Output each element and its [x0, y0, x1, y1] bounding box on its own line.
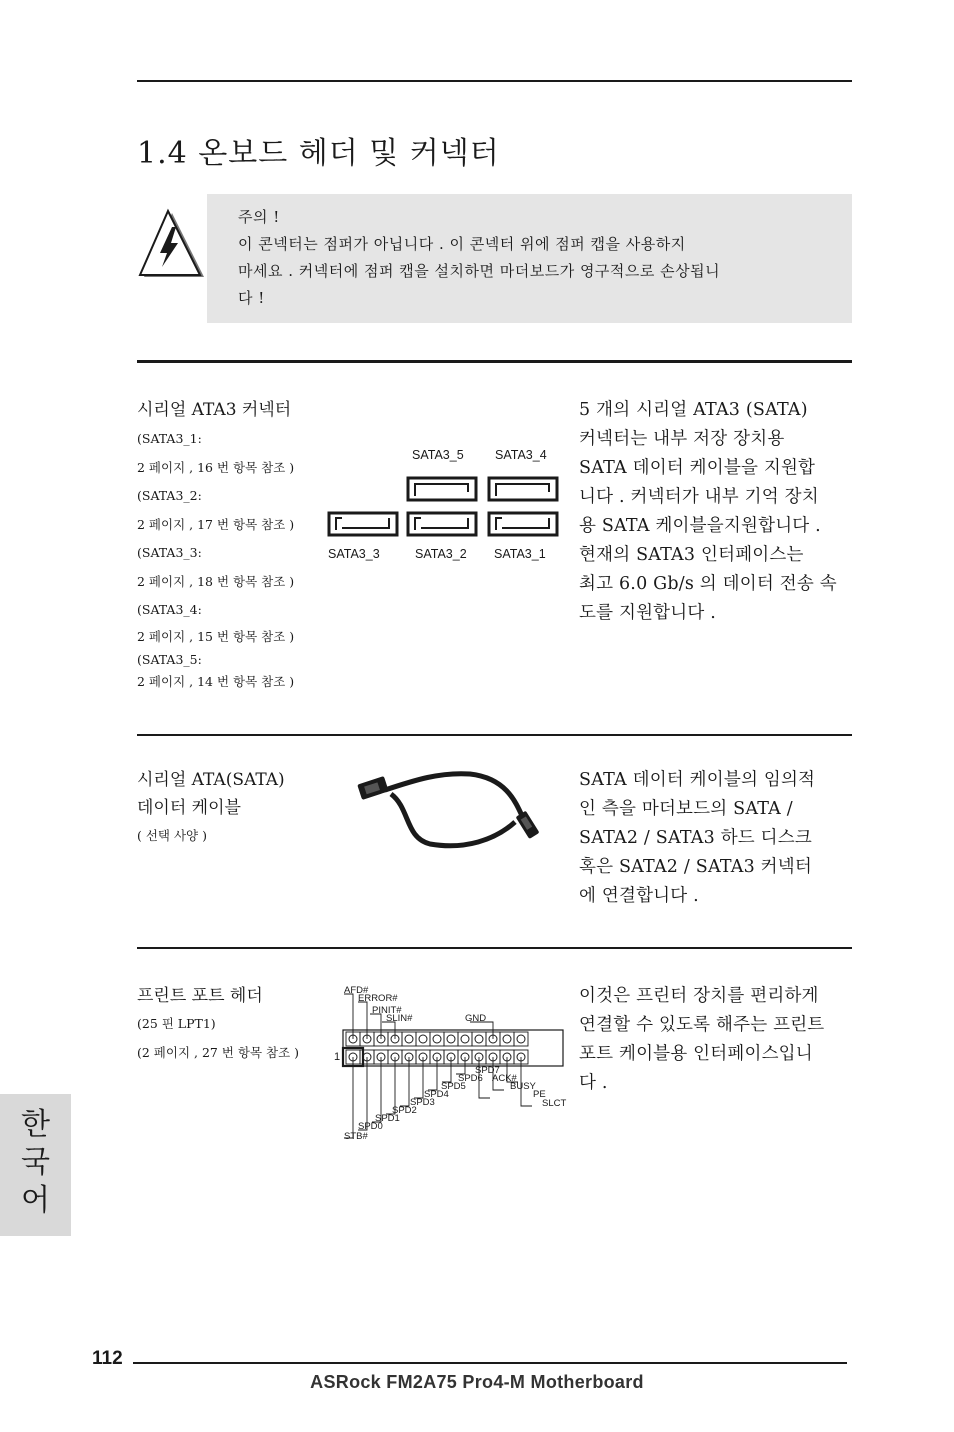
- pin-label-gnd: GND: [465, 1013, 487, 1024]
- pin-cell: [472, 1032, 486, 1046]
- caution-heading: 주의 !: [238, 208, 280, 226]
- sata-ref: 2 페이지 , 16 번 항목 참조 ): [137, 459, 295, 475]
- language-char: 한: [21, 1107, 50, 1142]
- sata-ref: 2 페이지 , 17 번 항목 참조 ): [137, 516, 295, 532]
- desc-line: 도를 지원합니다 .: [579, 603, 717, 623]
- desc-line: SATA 데이터 케이블의 임의적: [579, 770, 816, 790]
- printer-description: [579, 982, 854, 1098]
- pin-label-spd3: SPD3: [410, 1097, 435, 1108]
- pin-label-spd0: SPD0: [358, 1121, 383, 1132]
- pin: [503, 1035, 511, 1043]
- sata-port-1-label: SATA3_1: [494, 547, 546, 561]
- pin-label-error: ERROR#: [358, 993, 398, 1004]
- pin: [405, 1035, 413, 1043]
- desc-line: 커넥터는 내부 저장 장치용: [579, 429, 785, 449]
- sata-port-4-label: SATA3_4: [495, 448, 547, 462]
- pin: [447, 1035, 455, 1043]
- desc-line: SATA 데이터 케이블을 지원합: [579, 458, 816, 478]
- sata-ref: (SATA3_3:: [137, 545, 202, 560]
- language-char: 국: [21, 1145, 50, 1180]
- desc-line: 현재의 SATA3 인터페이스는: [579, 545, 804, 565]
- pin-label-spd4: SPD4: [424, 1089, 449, 1100]
- pin: [433, 1035, 441, 1043]
- caution-line: 다 !: [238, 289, 265, 307]
- pin-label-stb: STB#: [344, 1131, 368, 1142]
- sata-ref: (SATA3_5:: [137, 651, 202, 667]
- sata-port-5: [408, 478, 476, 500]
- pin-cell: [416, 1032, 430, 1046]
- section-rule: [137, 947, 852, 949]
- pin: [461, 1035, 469, 1043]
- section-title: 1.4 온보드 헤더 및 커넥터: [137, 136, 500, 171]
- desc-line: 니다 . 커넥터가 내부 기억 장치: [579, 487, 819, 507]
- sata-port-4: [489, 478, 557, 500]
- caution-line: 이 콘넥터는 점퍼가 아닙니다 . 이 콘넥터 위에 점퍼 캡을 사용하지: [238, 235, 686, 253]
- sata-title: 시리얼 ATA3 커넥터: [137, 400, 292, 420]
- sata-ref: 2 페이지 , 18 번 항목 참조 ): [137, 573, 295, 589]
- sata-ref: (SATA3_4:: [137, 602, 202, 617]
- sata-cable-image: [355, 760, 550, 860]
- pin-label-afd: AFD#: [344, 985, 369, 996]
- pin-cell: [458, 1032, 472, 1046]
- footer-title: ASRock FM2A75 Pro4-M Motherboard: [310, 1372, 644, 1392]
- sata-ref: (SATA3_2:: [137, 488, 202, 503]
- printer-ref: (2 페이지 , 27 번 항목 참조 ): [137, 1044, 299, 1060]
- pin-cell: [402, 1032, 416, 1046]
- pin-cell: [430, 1032, 444, 1046]
- pin-label-slct: SLCT: [542, 1098, 567, 1109]
- desc-line: 5 개의 시리얼 ATA3 (SATA): [579, 400, 808, 420]
- footer-rule: [133, 1362, 847, 1364]
- desc-line: 최고 6.0 Gb/s 의 데이터 전송 속: [579, 574, 837, 594]
- section-rule: [137, 734, 852, 736]
- desc-line: 연결할 수 있도록 해주는 프린트: [579, 1015, 825, 1035]
- printer-port-header-diagram: [330, 980, 575, 1145]
- page-number: 112: [92, 1348, 123, 1369]
- sata-description: [579, 396, 854, 628]
- pin-label-spd7: SPD7: [475, 1065, 500, 1076]
- sata-port-3-label: SATA3_3: [328, 547, 380, 561]
- sata-port-2: [408, 513, 476, 535]
- pin-label-spd5: SPD5: [441, 1081, 466, 1092]
- caution-line: 마세요 . 커넥터에 점퍼 캡을 설치하면 마더보드가 영구적으로 손상됩니: [238, 262, 721, 280]
- desc-line: 용 SATA 케이블을지원합니다 .: [579, 516, 821, 536]
- pin-label-ack: ACK#: [492, 1073, 517, 1084]
- printer-ref: (25 핀 LPT1): [137, 1016, 216, 1031]
- desc-line: 혹은 SATA2 / SATA3 커넥터: [579, 857, 812, 877]
- sata-refs: [137, 425, 294, 693]
- sata-port-2-label: SATA3_2: [415, 547, 467, 561]
- pin: [517, 1035, 525, 1043]
- pin: [475, 1035, 483, 1043]
- top-rule: [137, 80, 852, 82]
- warning-icon: [136, 207, 210, 281]
- pin-label-slin: SLIN#: [386, 1013, 413, 1024]
- sata-port-1: [489, 513, 557, 535]
- pin-label-busy: BUSY: [510, 1081, 536, 1092]
- sata-ref: 2 페이지 , 15 번 항목 참조 ): [137, 628, 295, 644]
- sata-ref: 2 페이지 , 14 번 항목 참조 ): [137, 673, 295, 689]
- pin: [419, 1035, 427, 1043]
- pin-label-spd2: SPD2: [392, 1105, 417, 1116]
- cable-title-line: 데이터 케이블: [137, 798, 241, 818]
- cable-description: [579, 766, 854, 911]
- sata-port-5-label: SATA3_5: [412, 448, 464, 462]
- caution-box: [207, 194, 852, 323]
- language-tab: [0, 1094, 71, 1236]
- desc-line: SATA2 / SATA3 하드 디스크: [579, 828, 812, 848]
- cable-title-line: 시리얼 ATA(SATA): [137, 770, 285, 790]
- pin-label-pinit: PINIT#: [372, 1005, 402, 1016]
- pin-cell: [500, 1032, 514, 1046]
- desc-line: 다 .: [579, 1073, 608, 1093]
- printer-title: [137, 982, 299, 1067]
- printer-title-text: 프린트 포트 헤더: [137, 986, 263, 1006]
- language-tab-label: [0, 1106, 71, 1220]
- caution-text: [238, 204, 838, 312]
- section-rule: [137, 360, 852, 363]
- pin-label-spd6: SPD6: [458, 1073, 483, 1084]
- language-char: 어: [21, 1183, 50, 1218]
- pin-cell: [514, 1032, 528, 1046]
- sata-port-3: [329, 513, 397, 535]
- pin-label-pe: PE: [533, 1089, 546, 1100]
- desc-line: 인 측을 마더보드의 SATA /: [579, 799, 793, 819]
- pin-label-spd1: SPD1: [375, 1113, 400, 1124]
- sata-ref: (SATA3_1:: [137, 431, 202, 446]
- cable-title: [137, 766, 285, 851]
- desc-line: 이것은 프린터 장치를 편리하게: [579, 986, 819, 1006]
- desc-line: 에 연결합니다 .: [579, 886, 699, 906]
- pin-cell: [444, 1032, 458, 1046]
- desc-line: 포트 케이블용 인터페이스입니: [579, 1044, 813, 1064]
- cable-note: ( 선택 사양 ): [137, 828, 207, 843]
- pin-one-marker: 1: [334, 1051, 341, 1063]
